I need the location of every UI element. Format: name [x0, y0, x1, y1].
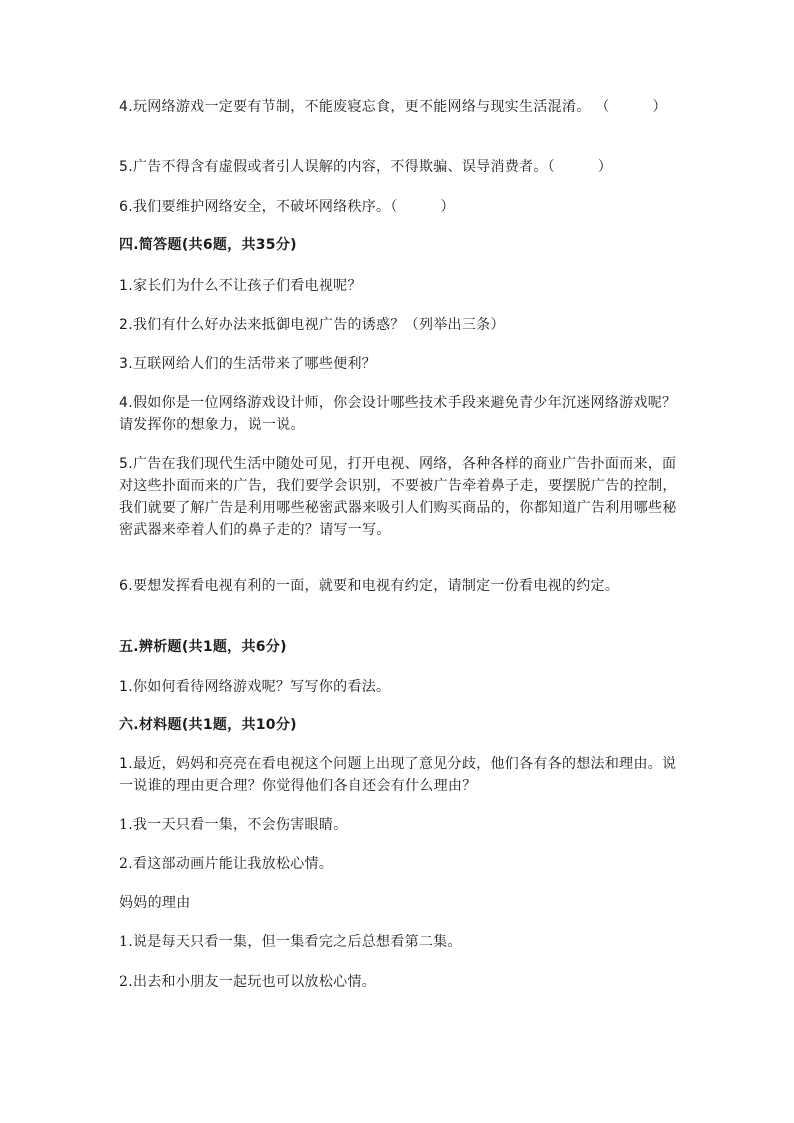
section-4-heading: 四.简答题(共6题，共35分)	[119, 237, 297, 253]
section-5-heading: 五.辨析题(共1题，共6分)	[119, 639, 287, 655]
short-answer-6: 6.要想发挥看电视有利的一面，就要和电视有约定，请制定一份看电视的约定。	[119, 578, 620, 594]
mom-reason-2: 2.出去和小朋友一起玩也可以放松心情。	[119, 974, 377, 990]
short-answer-2: 2.我们有什么好办法来抵御电视广告的诱惑？（列举出三条）	[119, 317, 505, 333]
short-answer-5: 5.广告在我们现代生活中随处可见，打开电视、网络，各种各样的商业广告扑面而来，面对这些扑面而来的广告，我们要学会识别，不要被广告牵着鼻子走，要摆脱广告的控制，我们就要了解广告是利用哪些秘密武器来吸引人们购买商品的，你都知道广告利用哪些秘密武器来牵着人们的鼻子走的？请写一写。	[119, 456, 677, 538]
judgment-item-4: 4.玩网络游戏一定要有节制，不能废寝忘食，更不能网络与现实生活混淆。 （ ）	[119, 99, 667, 115]
child-reason-1: 1.我一天只看一集，不会伤害眼睛。	[119, 817, 348, 833]
mom-reasons-label: 妈妈的理由	[119, 895, 191, 911]
mom-reason-1: 1.说是每天只看一集，但一集看完之后总想看第二集。	[119, 934, 462, 950]
short-answer-3: 3.互联网给人们的生活带来了哪些便利？	[119, 356, 377, 372]
section-6-heading: 六.材料题(共1题，共10分)	[119, 717, 297, 733]
judgment-item-6: 6.我们要维护网络安全，不破坏网络秩序。（ ）	[119, 199, 455, 215]
short-answer-4: 4.假如你是一位网络游戏设计师，你会设计哪些技术手段来避免青少年沉迷网络游戏呢？请发挥你的想象力，说一说。	[119, 395, 677, 433]
material-question-1: 1.最近，妈妈和亮亮在看电视这个问题上出现了意见分歧，他们各有各的想法和理由。说一说谁的理由更合理？你觉得他们各自还会有什么理由？	[119, 756, 677, 794]
short-answer-1: 1.家长们为什么不让孩子们看电视呢？	[119, 278, 362, 294]
child-reason-2: 2.看这部动画片能让我放松心情。	[119, 856, 334, 872]
analysis-question-1: 1.你如何看待网络游戏呢？写写你的看法。	[119, 679, 391, 695]
judgment-item-5: 5.广告不得含有虚假或者引人误解的内容，不得欺骗、误导消费者。（ ）	[119, 159, 613, 175]
